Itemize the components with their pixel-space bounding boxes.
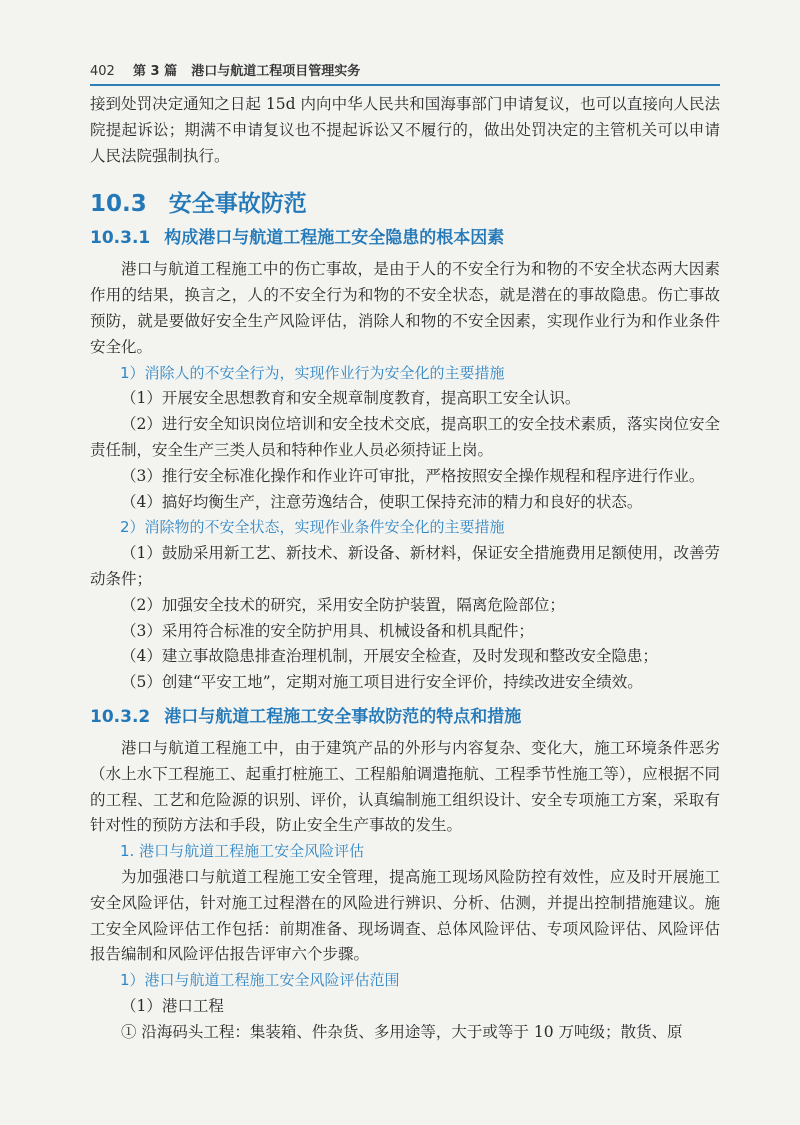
risk-assessment-heading: 1. 港口与航道工程施工安全风险评估 [120,842,365,861]
list-item: （3）采用符合标准的安全防护用具、机械设备和机具配件； [121,621,534,640]
section-10-3-1-heading [90,225,720,251]
book-title: 港口与航道工程项目管理实务 [191,64,361,79]
page-body [90,92,720,1046]
list-item: （1）开展安全思想教育和安全规章制度教育，提高职工安全认识。 [121,389,581,408]
measure-heading: 2）消除物的不安全状态，实现作业条件安全化的主要措施 [120,518,505,537]
measure-heading: 1）消除人的不安全行为，实现作业行为安全化的主要措施 [120,363,505,382]
paragraph: 为加强港口与航道工程施工安全管理，提高施工现场风险防控有效性，应及时开展施工安全风险评估，针对施工过程潜在的风险进行辨识、分析、估测，并提出控制措施建议。施工安全风险评估工作包括：前期准备、现场调查、总体风险评估、专项风险评估、风险评估报告编制和风险评估报告评审六个步骤。 [90,867,720,964]
list-item: （2）加强安全技术的研究，采用安全防护装置，隔离危险部位； [121,595,565,614]
list-item: （1）鼓励采用新工艺、新技术、新设备、新材料，保证安全措施费用足额使用，改善劳动条件； [90,544,720,588]
subsection-number: 10.3.1 [90,228,151,249]
intro-paragraph: 接到处罚决定通知之日起 15d 内向中华人民共和国海事部门申请复议，也可以直接向人民法院提起诉讼；期满不申请复议也不提起诉讼又不履行的，做出处罚决定的主管机关可以申请人民法院强制执行。 [90,95,720,165]
list-item: （2）进行安全知识岗位培训和安全技术交底，提高职工的安全技术素质，落实岗位安全责任制，安全生产三类人员和特种作业人员必须持证上岗。 [90,415,720,459]
section-10-3-heading [90,189,720,219]
list-item: （4）建立事故隐患排查治理机制，开展安全检查，及时发现和整改安全隐患； [121,647,658,666]
scope-heading: 1）港口与航道工程施工安全风险评估范围 [120,971,400,990]
subsection-title: 构成港口与航道工程施工安全隐患的根本因素 [164,228,505,249]
subsection-title: 港口与航道工程施工安全事故防范的特点和措施 [164,706,522,727]
part-label: 第 3 篇 [132,64,178,79]
running-header [90,60,720,82]
list-item: （4）搞好均衡生产，注意劳逸结合，使职工保持充沛的精力和良好的状态。 [121,492,643,511]
section-title: 安全事故防范 [168,191,307,218]
list-item: （5）创建“平安工地”，定期对施工项目进行安全评价，持续改进安全绩效。 [121,673,643,692]
section-10-3-2-heading [90,704,720,730]
page-number: 402 [90,64,115,79]
section-number: 10.3 [90,191,147,218]
list-item: （3）推行安全标准化操作和作业许可审批，严格按照安全操作规程和程序进行作业。 [121,466,705,485]
paragraph: 港口与航道工程施工中的伤亡事故，是由于人的不安全行为和物的不安全状态两大因素作用的结果，换言之，人的不安全行为和物的不安全状态，就是潜在的事故隐患。伤亡事故预防，就是要做好安全生产风险评估，消除人和物的不安全因素，实现作业行为和作业条件安全化。 [90,260,720,356]
paragraph: 港口与航道工程施工中，由于建筑产品的外形与内容复杂、变化大，施工环境条件恶劣（水上水下工程施工、起重打桩施工、工程船舶调遣拖航、工程季节性施工等），应根据不同的工程、工艺和危险源的识别、评价，认真编制施工组织设计、安全专项施工方案，采取有针对性的预防方法和手段，防止安全生产事故的发生。 [90,738,720,835]
list-item: ① 沿海码头工程：集装箱、件杂货、多用途等，大于或等于 10 万吨级；散货、原 [121,1022,683,1041]
list-item: （1）港口工程 [121,996,224,1015]
header-rule [90,84,720,86]
subsection-number: 10.3.2 [90,706,151,727]
